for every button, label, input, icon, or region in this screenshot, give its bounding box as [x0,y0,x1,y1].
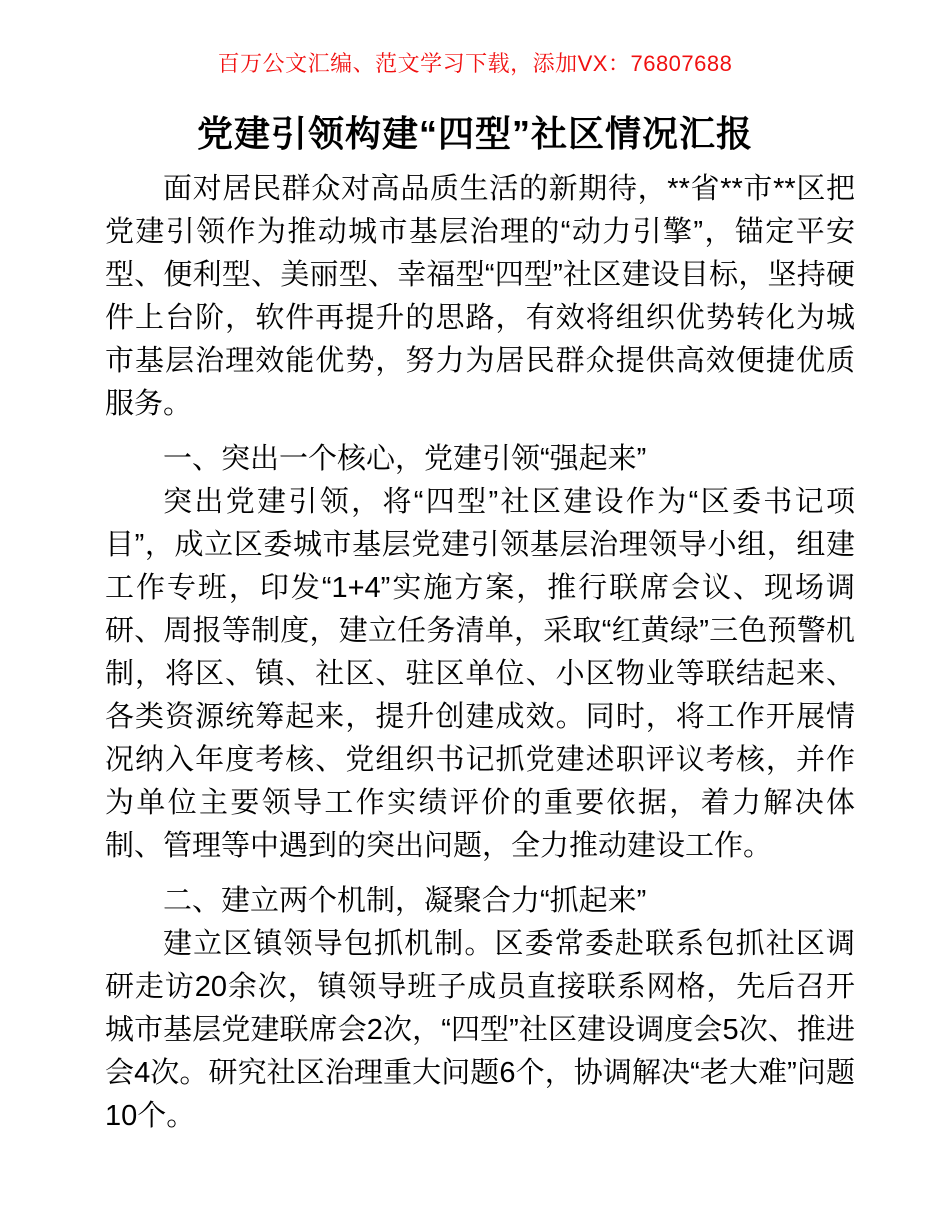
section-heading: 二、建立两个机制，凝聚合力“抓起来” [163,885,647,917]
section-heading: 一、突出一个核心，党建引领“强起来” [163,443,647,475]
body-paragraph: 面对居民群众对高品质生活的新期待，**省**市**区把党建引领作为推动城市基层治理的“动力引擎”，锚定平安型、便利型、美丽型、幸福型“四型”社区建设目标，坚持硬件上台阶，软件再提升的思路，有效将组织优势转化为城市基层治理效能优势，努力为居民群众提供高效便捷优质服务。 [105,173,855,420]
body-paragraph: 建立区镇领导包抓机制。区委常委赴联系包抓社区调研走访20余次，镇领导班子成员直接联系网格，先后召开城市基层党建联席会2次，“四型”社区建设调度会5次、推进会4次。研究社区治理重大问题6个，协调解决“老大难”问题10个。 [105,928,855,1132]
body-paragraph: 突出党建引领，将“四型”社区建设作为“区委书记项目”，成立区委城市基层党建引领基层治理领导小组，组建工作专班，印发“1+4”实施方案，推行联席会议、现场调研、周报等制度，建立任务清单，采取“红黄绿”三色预警机制，将区、镇、社区、驻区单位、小区物业等联结起来、各类资源统筹起来，提升创建成效。同时，将工作开展情况纳入年度考核、党组织书记抓党建述职评议考核，并作为单位主要领导工作实绩评价的重要依据，着力解决体制、管理等中遇到的突出问题，全力推动建设工作。 [105,486,855,862]
header-notice: 百万公文汇编、范文学习下载，添加VX：76807688 [217,51,733,76]
document-title: 党建引领构建“四型”社区情况汇报 [196,113,753,154]
document-body [105,168,855,1138]
